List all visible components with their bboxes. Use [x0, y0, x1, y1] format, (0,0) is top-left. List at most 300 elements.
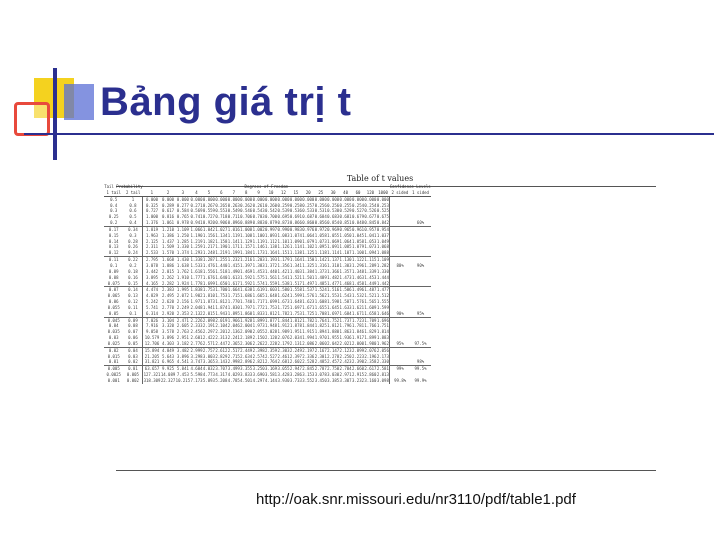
- t-value-cell: 0.536: [289, 208, 302, 214]
- t-value-cell: 1.592: [240, 280, 253, 286]
- t-value-cell: 3.499: [227, 366, 240, 372]
- t-value-cell: 1.386: [162, 232, 175, 238]
- t-value-cell: 1.699: [265, 299, 278, 305]
- t-value-cell: 1.598: [327, 299, 340, 305]
- two-sided-confidence-cell: 99.8%: [390, 378, 411, 384]
- one-tail-probability-cell: 0.5: [110, 196, 118, 202]
- one-sided-confidence-cell: 90%: [416, 262, 425, 268]
- two-tail-probability-cell: 1: [123, 196, 142, 202]
- t-value-cell: 1.055: [327, 232, 340, 238]
- t-value-cell: 1.430: [176, 257, 189, 263]
- t-value-cell: 1.556: [202, 268, 215, 274]
- one-tail-probability-cell: 0.02: [108, 347, 119, 353]
- t-value-cell: 3.030: [327, 372, 340, 378]
- df-header-cell: 3: [175, 190, 190, 196]
- t-value-cell: 1.119: [227, 232, 240, 238]
- t-value-cell: 1.482: [327, 274, 340, 280]
- one-tail-header: 1 tail: [104, 190, 123, 196]
- slide-title: Bảng giá trị t: [100, 80, 352, 124]
- t-value-cell: 1.376: [143, 220, 161, 226]
- t-value-cell: 2.189: [240, 335, 253, 341]
- t-value-cell: 0.257: [302, 202, 315, 208]
- t-value-cell: 0.000: [176, 196, 189, 202]
- t-value-cell: 1.134: [215, 232, 228, 238]
- t-value-cell: 0.679: [351, 214, 365, 220]
- t-value-cell: 1.772: [252, 304, 265, 310]
- t-value-cell: 0.845: [364, 220, 377, 226]
- df-header-cell: 15: [290, 190, 302, 196]
- t-value-cell: 2.228: [265, 340, 278, 346]
- one-tail-probability-cell: 0.025: [104, 341, 123, 347]
- one-tail-probability-cell: 0.15: [108, 232, 119, 238]
- t-value-cell: 2.301: [314, 353, 327, 359]
- t-value-cell: 2.125: [146, 238, 159, 244]
- t-value-cell: 0.854: [327, 220, 340, 226]
- t-value-cell: 3.232: [351, 378, 365, 383]
- t-value-cell: 0.584: [176, 208, 189, 214]
- one-tail-probability-cell: 0.11: [108, 257, 119, 263]
- two-sided-confidence-cell: 95%: [390, 341, 411, 347]
- t-value-cell: 7.026: [146, 317, 159, 323]
- t-value-cell: 1.753: [265, 304, 278, 310]
- t-value-cell: 1.476: [202, 262, 215, 268]
- t-value-cell: 2.715: [227, 353, 240, 359]
- t-value-cell: 1.184: [240, 250, 253, 256]
- t-value-cell: 2.390: [351, 359, 365, 365]
- t-value-cell: 0.260: [265, 202, 278, 208]
- t-value-cell: 1.894: [314, 329, 327, 335]
- t-value-cell: 1.723: [351, 317, 365, 323]
- t-value-cell: 1.668: [162, 257, 175, 263]
- t-value-cell: 2.681: [277, 359, 290, 365]
- t-value-cell: 1.619: [252, 287, 265, 293]
- t-value-cell: 1.664: [227, 287, 240, 293]
- t-value-cell: 0.965: [339, 226, 352, 232]
- t-value-cell: 1.777: [190, 274, 203, 280]
- t-value-cell: 6.314: [143, 311, 161, 317]
- t-value-cell: 0.990: [277, 226, 290, 232]
- t-value-cell: 1.415: [227, 262, 240, 268]
- t-value-cell: 1.122: [351, 257, 365, 263]
- decorative-vertical-bar: [53, 68, 57, 160]
- t-value-cell: 1.108: [240, 232, 253, 238]
- t-value-cell: 3.104: [162, 317, 175, 323]
- t-value-cell: 1.640: [215, 274, 228, 280]
- t-value-cell: 0.569: [190, 208, 203, 214]
- t-value-cell: 1.250: [176, 232, 189, 238]
- t-value-cell: 2.398: [252, 347, 265, 353]
- t-value-cell: 1.142: [314, 257, 327, 263]
- t-value-cell: 1.863: [339, 329, 352, 335]
- two-tail-probability-cell: 0.1: [123, 311, 142, 317]
- df-header-cell: 8: [240, 190, 252, 196]
- t-value-cell: 0.254: [351, 202, 365, 208]
- t-value-cell: 0.727: [202, 214, 215, 220]
- t-value-cell: 2.306: [240, 340, 253, 346]
- t-value-cell: 2.336: [302, 353, 315, 359]
- t-value-cell: 1.880: [327, 329, 340, 335]
- t-value-cell: 1.671: [351, 310, 365, 316]
- t-value-cell: 0.256: [327, 202, 340, 208]
- t-value-cell: 127.321: [143, 372, 161, 378]
- t-value-cell: 0.325: [146, 202, 159, 208]
- t-value-cell: 1.829: [364, 329, 377, 335]
- t-value-cell: 2.581: [376, 366, 389, 372]
- t-value-cell: 1.708: [314, 310, 327, 316]
- t-value-cell: 2.787: [314, 366, 327, 372]
- t-value-cell: 1.437: [162, 238, 175, 244]
- t-value-cell: 1.182: [202, 238, 215, 244]
- t-value-cell: 2.485: [314, 359, 327, 365]
- t-value-cell: 3.733: [289, 378, 302, 383]
- t-value-cell: 1.753: [202, 287, 215, 293]
- t-value-cell: 1.966: [227, 317, 240, 323]
- t-value-cell: 0.549: [227, 208, 240, 214]
- t-value-cell: 1.489: [314, 274, 327, 280]
- t-value-cell: 7.173: [190, 378, 203, 383]
- t-value-cell: 1.509: [162, 244, 175, 250]
- df-header-cell: 4: [190, 190, 202, 196]
- t-value-cell: 2.999: [190, 347, 203, 353]
- t-value-cell: 0.920: [202, 220, 215, 226]
- table-row: [104, 347, 431, 353]
- t-value-cell: 1.138: [289, 250, 302, 256]
- t-value-cell: 2.055: [252, 329, 265, 335]
- t-value-cell: 2.422: [202, 335, 215, 341]
- t-value-cell: 1.562: [314, 293, 327, 299]
- t-value-cell: 1.079: [351, 244, 365, 250]
- t-value-cell: 1.449: [364, 280, 377, 286]
- t-value-cell: 1.782: [277, 310, 290, 316]
- degrees-of-freedom-header: Degrees of Freedom: [244, 184, 288, 189]
- t-value-cell: 0.961: [351, 226, 365, 232]
- t-value-cell: 1.107: [339, 250, 352, 256]
- t-value-cell: 1.109: [376, 257, 389, 263]
- t-value-cell: 1.141: [227, 238, 240, 244]
- one-sided-header: 1 sided: [412, 189, 429, 195]
- t-value-cell: 0.542: [265, 208, 278, 214]
- t-value-cell: 2.461: [277, 353, 290, 359]
- t-value-cell: 2.423: [339, 359, 352, 365]
- t-value-cell: 1.330: [376, 268, 389, 274]
- df-header-cell: 2: [161, 190, 176, 196]
- t-value-cell: 0.883: [252, 220, 265, 226]
- t-value-cell: 0.683: [327, 214, 340, 220]
- t-value-cell: 1.751: [376, 323, 389, 329]
- one-tail-probability-cell: 0.17: [108, 226, 119, 232]
- t-value-cell: 1.915: [302, 329, 315, 335]
- t-value-cell: 2.313: [215, 335, 228, 341]
- table-row: [104, 305, 431, 311]
- t-value-cell: 0.978: [176, 220, 189, 226]
- t-value-cell: 0.851: [339, 220, 352, 226]
- t-value-cell: 1.068: [376, 244, 389, 250]
- t-value-cell: 0.000: [289, 196, 302, 202]
- t-value-cell: 0.675: [376, 214, 389, 220]
- t-value-cell: 1.709: [364, 317, 377, 323]
- t-value-cell: 2.571: [202, 340, 215, 346]
- df-header-cell: 7: [228, 190, 240, 196]
- t-value-cell: 3.896: [162, 335, 175, 341]
- two-tail-probability-cell: 0.16: [123, 275, 142, 281]
- t-value-cell: 1.112: [265, 238, 278, 244]
- two-tail-probability-cell: 0.09: [123, 317, 142, 323]
- t-value-cell: 1.633: [339, 304, 352, 310]
- t-value-cell: 2.015: [202, 310, 215, 316]
- t-value-cell: 1.285: [176, 238, 189, 244]
- t-value-cell: 0.816: [162, 214, 175, 220]
- t-value-cell: 1.684: [339, 310, 352, 316]
- t-value-cell: 2.947: [289, 366, 302, 372]
- t-value-cell: 3.055: [277, 366, 290, 372]
- t-value-cell: 1.762: [176, 268, 189, 274]
- t-value-cell: 0.263: [227, 202, 240, 208]
- t-value-cell: 1.440: [215, 262, 228, 268]
- t-value-cell: 0.000: [351, 196, 365, 202]
- two-tail-probability-cell: 0.34: [123, 226, 142, 232]
- t-value-cell: 0.271: [190, 202, 203, 208]
- t-value-cell: 0.525: [376, 208, 389, 214]
- t-value-cell: 2.076: [364, 347, 377, 353]
- table-row: [104, 281, 431, 287]
- t-value-cell: 1.027: [215, 226, 228, 232]
- t-value-cell: 3.895: [146, 274, 159, 280]
- t-value-cell: 0.000: [364, 196, 377, 202]
- t-value-cell: 1.458: [351, 280, 365, 286]
- t-value-cell: 2.099: [351, 347, 365, 353]
- t-value-cell: 3.385: [327, 378, 340, 383]
- t-value-cell: 4.303: [162, 340, 175, 346]
- t-value-cell: 1.963: [146, 232, 159, 238]
- one-tail-probability-cell: 0.09: [108, 268, 119, 274]
- t-value-cell: 0.000: [202, 196, 215, 202]
- t-value-cell: 1.943: [215, 310, 228, 316]
- t-value-cell: 0.856: [314, 220, 327, 226]
- t-value-cell: 1.899: [364, 335, 377, 341]
- t-value-cell: 3.098: [376, 378, 389, 383]
- t-value-cell: 1.753: [215, 293, 228, 299]
- t-value-cell: 1.282: [376, 262, 389, 268]
- t-value-cell: 1.574: [252, 280, 265, 286]
- t-value-cell: 1.618: [190, 268, 203, 274]
- t-value-cell: 2.131: [289, 340, 302, 346]
- t-value-cell: 5.598: [190, 372, 203, 378]
- t-value-cell: 1.150: [302, 257, 315, 263]
- t-value-cell: 0.765: [176, 214, 189, 220]
- t-value-cell: 1.886: [162, 262, 175, 268]
- t-value-cell: 2.056: [376, 347, 389, 353]
- t-value-cell: 1.296: [351, 262, 365, 268]
- t-value-cell: 1.537: [302, 287, 315, 293]
- t-value-cell: 1.287: [202, 257, 215, 263]
- t-value-cell: 1.825: [314, 323, 327, 329]
- t-value-cell: 1.156: [202, 232, 215, 238]
- t-value-cell: 1.219: [215, 250, 228, 256]
- t-value-cell: 1.373: [314, 268, 327, 274]
- t-value-cell: 1.210: [162, 226, 175, 232]
- t-value-cell: 0.741: [190, 214, 203, 220]
- t-value-cell: 1.497: [302, 280, 315, 286]
- t-value-cell: 1.541: [277, 274, 290, 280]
- t-value-cell: 1.995: [176, 287, 189, 293]
- t-value-cell: 1.341: [289, 262, 302, 268]
- one-tail-probability-cell: 0.07: [108, 287, 119, 293]
- t-value-cell: 1.796: [339, 323, 352, 329]
- t-value-cell: 1.955: [327, 335, 340, 341]
- t-value-cell: 3.896: [176, 353, 189, 359]
- t-value-cell: 2.104: [215, 323, 228, 329]
- t-value-cell: 1.199: [227, 250, 240, 256]
- t-value-cell: 1.948: [265, 323, 278, 329]
- t-value-cell: 0.684: [314, 214, 327, 220]
- two-tail-probability-cell: 0.26: [123, 244, 142, 250]
- t-value-cell: 1.061: [162, 220, 175, 226]
- two-tail-probability-cell: 0.15: [123, 281, 142, 287]
- t-value-cell: 2.090: [240, 329, 253, 335]
- t-value-cell: 2.076: [277, 335, 290, 341]
- t-value-cell: 1.403: [289, 268, 302, 274]
- t-value-cell: 0.253: [376, 202, 389, 208]
- t-value-cell: 0.559: [202, 208, 215, 214]
- t-value-cell: 1.095: [314, 244, 327, 250]
- df-header-cell: 12: [277, 190, 289, 196]
- table-row: [104, 233, 431, 239]
- t-value-cell: 15.894: [144, 347, 160, 353]
- t-value-cell: 1.532: [351, 293, 365, 299]
- one-tail-probability-cell: 0.055: [107, 304, 120, 310]
- t-value-cell: 2.000: [351, 340, 365, 346]
- t-value-cell: 4.144: [265, 378, 278, 383]
- t-value-cell: 1.397: [240, 262, 253, 268]
- two-tail-header: 2 tail: [123, 190, 142, 196]
- t-value-cell: 1.655: [314, 304, 327, 310]
- t-value-cell: 1.928: [240, 317, 253, 323]
- t-value-cell: 2.397: [289, 353, 302, 359]
- two-tail-probability-cell: 0.22: [123, 257, 142, 263]
- t-value-cell: 0.703: [252, 214, 265, 220]
- t-value-cell: 1.453: [252, 268, 265, 274]
- df-header-cell: 1: [143, 190, 161, 196]
- t-value-cell: 2.241: [227, 335, 240, 341]
- t-value-cell: 3.578: [162, 329, 175, 335]
- t-value-cell: 2.517: [227, 347, 240, 353]
- t-value-cell: 1.374: [176, 250, 189, 256]
- t-value-cell: 2.359: [265, 347, 278, 353]
- t-value-cell: 1.575: [252, 274, 265, 280]
- one-tail-probability-cell: 0.4: [110, 202, 118, 208]
- t-value-cell: 1.069: [327, 238, 340, 244]
- t-value-cell: 1.203: [252, 257, 265, 263]
- t-value-cell: 2.311: [146, 244, 159, 250]
- t-value-cell: 1.844: [277, 317, 290, 323]
- t-value-cell: 3.003: [202, 353, 215, 359]
- table-row: [104, 275, 431, 281]
- t-value-cell: 1.752: [327, 317, 340, 323]
- t-value-cell: 1.118: [314, 250, 327, 256]
- table-row: [104, 311, 431, 317]
- t-value-cell: 1.171: [227, 244, 240, 250]
- t-value-cell: 1.645: [327, 304, 340, 310]
- t-value-cell: 2.179: [277, 340, 290, 346]
- t-value-cell: 1.936: [339, 335, 352, 341]
- one-tail-probability-cell: 0.13: [108, 244, 119, 250]
- two-sided-confidence-cell: 99%: [390, 366, 411, 372]
- t-value-cell: 1.830: [227, 304, 240, 310]
- t-value-cell: 3.169: [265, 366, 278, 372]
- t-value-cell: 2.528: [302, 359, 315, 365]
- t-value-cell: 1.782: [302, 317, 315, 323]
- t-value-cell: 1.100: [252, 232, 265, 238]
- t-value-cell: 7.916: [146, 323, 159, 329]
- t-value-cell: 2.383: [162, 287, 175, 293]
- t-value-cell: 4.297: [252, 378, 265, 383]
- t-value-cell: 1.157: [240, 244, 253, 250]
- t-value-cell: 1.553: [327, 293, 340, 299]
- t-value-cell: 2.574: [252, 353, 265, 359]
- t-value-cell: 2.249: [289, 347, 302, 353]
- t-value-cell: 0.969: [327, 226, 340, 232]
- df-header-cell: 40: [339, 190, 351, 196]
- t-value-cell: 1.812: [289, 317, 302, 323]
- t-value-cell: 1.114: [327, 250, 340, 256]
- t-value-cell: 0.848: [351, 220, 365, 226]
- t-value-cell: 1.041: [364, 232, 377, 238]
- two-tail-probability-cell: 0.13: [123, 293, 142, 299]
- one-tail-probability-cell: 0.12: [104, 250, 123, 256]
- t-value-cell: 2.821: [252, 359, 265, 365]
- t-value-cell: 1.994: [302, 335, 315, 341]
- t-value-cell: 2.533: [143, 250, 161, 256]
- t-value-cell: 2.201: [215, 329, 228, 335]
- t-value-cell: 0.617: [162, 208, 175, 214]
- t-value-cell: 1.717: [252, 299, 265, 305]
- t-value-cell: 0.677: [364, 214, 377, 220]
- one-tail-probability-cell: 0.14: [108, 238, 119, 244]
- t-value-cell: 1.440: [265, 268, 278, 274]
- t-value-cell: 1.125: [302, 250, 315, 256]
- t-value-cell: 4.032: [202, 366, 215, 372]
- t-value-cell: 1.293: [190, 250, 203, 256]
- df-header-cell: 10: [265, 190, 277, 196]
- t-value-cell: 1.646: [376, 310, 389, 316]
- t-value-cell: 3.153: [302, 372, 315, 378]
- t-value-cell: 0.718: [215, 214, 228, 220]
- t-value-cell: 1.463: [351, 274, 365, 280]
- t-value-cell: 1.599: [289, 293, 302, 299]
- t-value-cell: 0.258: [289, 202, 302, 208]
- t-value-cell: 0.000: [190, 196, 203, 202]
- t-value-cell: 2.333: [190, 323, 203, 329]
- t-value-cell: 1.725: [277, 304, 290, 310]
- t-value-cell: 0.255: [339, 202, 352, 208]
- t-value-cell: 1.064: [302, 232, 315, 238]
- t-value-cell: 1.838: [190, 287, 203, 293]
- two-sided-confidence-cell: 90%: [390, 311, 411, 317]
- t-value-cell: 1.810: [202, 293, 215, 299]
- t-value-cell: 2.249: [176, 304, 189, 310]
- t-value-cell: 1.289: [364, 262, 377, 268]
- t-value-cell: 3.286: [289, 372, 302, 378]
- t-value-cell: 1.002: [252, 226, 265, 232]
- t-value-cell: 2.086: [302, 340, 315, 346]
- t-value-cell: 2.971: [339, 372, 352, 378]
- t-value-cell: 1.941: [202, 304, 215, 310]
- df-header-cell: 120: [364, 190, 376, 196]
- t-value-cell: 1.613: [227, 274, 240, 280]
- t-value-cell: 2.612: [215, 347, 228, 353]
- t-value-cell: 2.136: [227, 329, 240, 335]
- t-value-cell: 2.021: [339, 340, 352, 346]
